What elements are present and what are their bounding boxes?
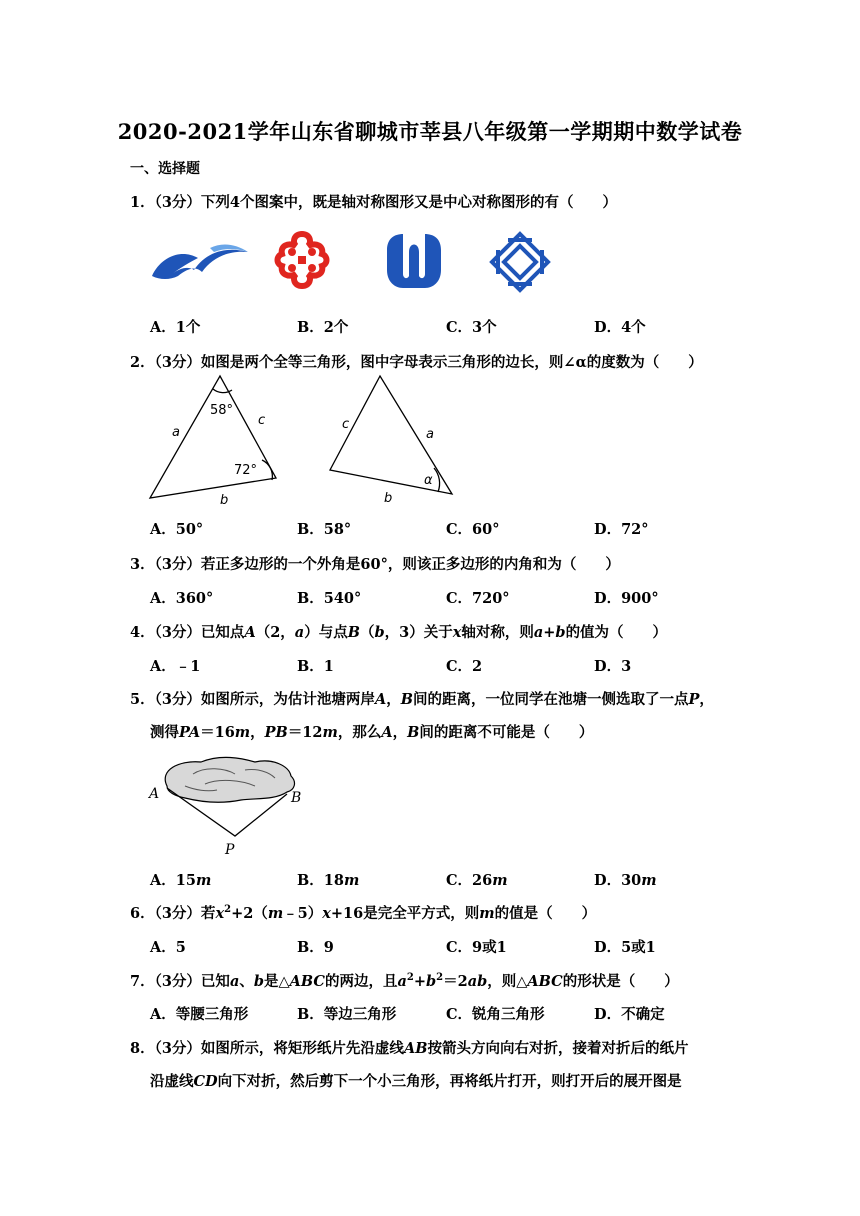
swoosh-logo-figure (150, 238, 250, 282)
question-3-option-b: B．540° (297, 590, 362, 607)
side-c-left-label: c (258, 413, 266, 428)
question-7-option-b: B．等边三角形 (297, 1006, 397, 1023)
question-2-option-d: D．72° (594, 521, 649, 538)
point-p-label: P (225, 842, 235, 857)
angle-alpha-label: α (424, 473, 433, 488)
question-6-option-d: D．5或1 (594, 939, 656, 956)
question-4-option-d: D．3 (594, 658, 632, 675)
question-2-option-b: B．58° (297, 521, 352, 538)
point-a-label: A (149, 786, 160, 802)
angle-58-label: 58° (210, 403, 234, 418)
question-8-stem-line-1: 8．（3分）如图所示，将矩形纸片先沿虚线AB按箭头方向向右对折，接着对折后的纸片 (130, 1040, 689, 1057)
side-b-right-label: b (384, 491, 393, 506)
question-1-stem: 1．（3分）下列4个图案中，既是轴对称图形又是中心对称图形的有（ ） (130, 194, 618, 211)
side-b-left-label: b (220, 493, 229, 508)
question-7-option-a: A．等腰三角形 (150, 1006, 249, 1023)
question-4-stem: 4．（3分）已知点A（2，a）与点B（b，3）关于x轴对称，则a+b的值为（ ） (130, 624, 668, 641)
question-2-option-c: C．60° (446, 521, 500, 538)
question-7-stem: 7．（3分）已知a、b是△ABC的两边，且$a^2+b^2=2ab$，则△ABC的形状是（ ） (130, 972, 679, 990)
question-3-option-a: A．360° (150, 590, 214, 607)
question-1-option-a: A．1个 (150, 319, 201, 336)
question-3-option-d: D．900° (594, 590, 659, 607)
question-6-option-a: A．5 (150, 939, 186, 956)
exam-title: 2020-2021学年山东省聊城市莘县八年级第一学期期中数学试卷 (117, 119, 743, 144)
section-heading: 一、选择题 (130, 161, 200, 177)
point-b-label: B (291, 790, 302, 806)
question-5-option-b: B．18m (297, 872, 360, 889)
question-4-option-c: C．2 (446, 658, 483, 675)
question-3-option-c: C．720° (446, 590, 510, 607)
question-3-stem: 3．（3分）若正多边形的一个外角是60°，则该正多边形的内角和为（ ） (130, 556, 620, 573)
congruent-triangles-figure (140, 372, 470, 508)
question-6-option-c: C．9或1 (446, 939, 507, 956)
question-2-stem: 2．（3分）如图是两个全等三角形，图中字母表示三角形的边长，则∠α的度数为（ ） (130, 354, 703, 371)
question-7-option-d: D．不确定 (594, 1006, 665, 1023)
question-5-stem-line-2: 测得PA＝16m，PB＝12m，那么A，B间的距离不可能是（ ） (150, 724, 594, 741)
question-1-option-d: D．4个 (594, 319, 646, 336)
w-logo-figure (383, 230, 445, 290)
question-1-option-c: C．3个 (446, 319, 497, 336)
side-a-left-label: a (172, 425, 180, 440)
question-4-option-b: B．1 (297, 658, 334, 675)
diamond-logo-figure (488, 230, 552, 294)
question-5-stem-line-1: 5．（3分）如图所示，为估计池塘两岸A，B间的距离，一位同学在池塘一侧选取了一点P， (130, 691, 714, 708)
question-5-option-d: D．30m (594, 872, 657, 889)
question-6-stem: 6．（3分）若$x^2+2(m﹣5)x+16$是完全平方式，则m的值是（ ） (130, 904, 597, 922)
question-8-stem-line-2: 沿虚线CD向下对折，然后剪下一个小三角形，再将纸片打开，则打开后的展开图是 (150, 1073, 682, 1090)
pond-figure (145, 752, 320, 857)
question-5-option-c: C．26m (446, 872, 508, 889)
question-6-option-b: B．9 (297, 939, 334, 956)
side-a-right-label: a (426, 427, 434, 442)
side-c-right-label: c (342, 417, 350, 432)
question-1-option-b: B．2个 (297, 319, 349, 336)
question-4-option-a: A．﹣1 (150, 658, 201, 675)
ornament-logo-figure (270, 228, 334, 292)
question-5-option-a: A．15m (150, 872, 212, 889)
question-2-option-a: A．50° (150, 521, 204, 538)
question-7-option-c: C．锐角三角形 (446, 1006, 545, 1023)
angle-72-label: 72° (234, 463, 258, 478)
